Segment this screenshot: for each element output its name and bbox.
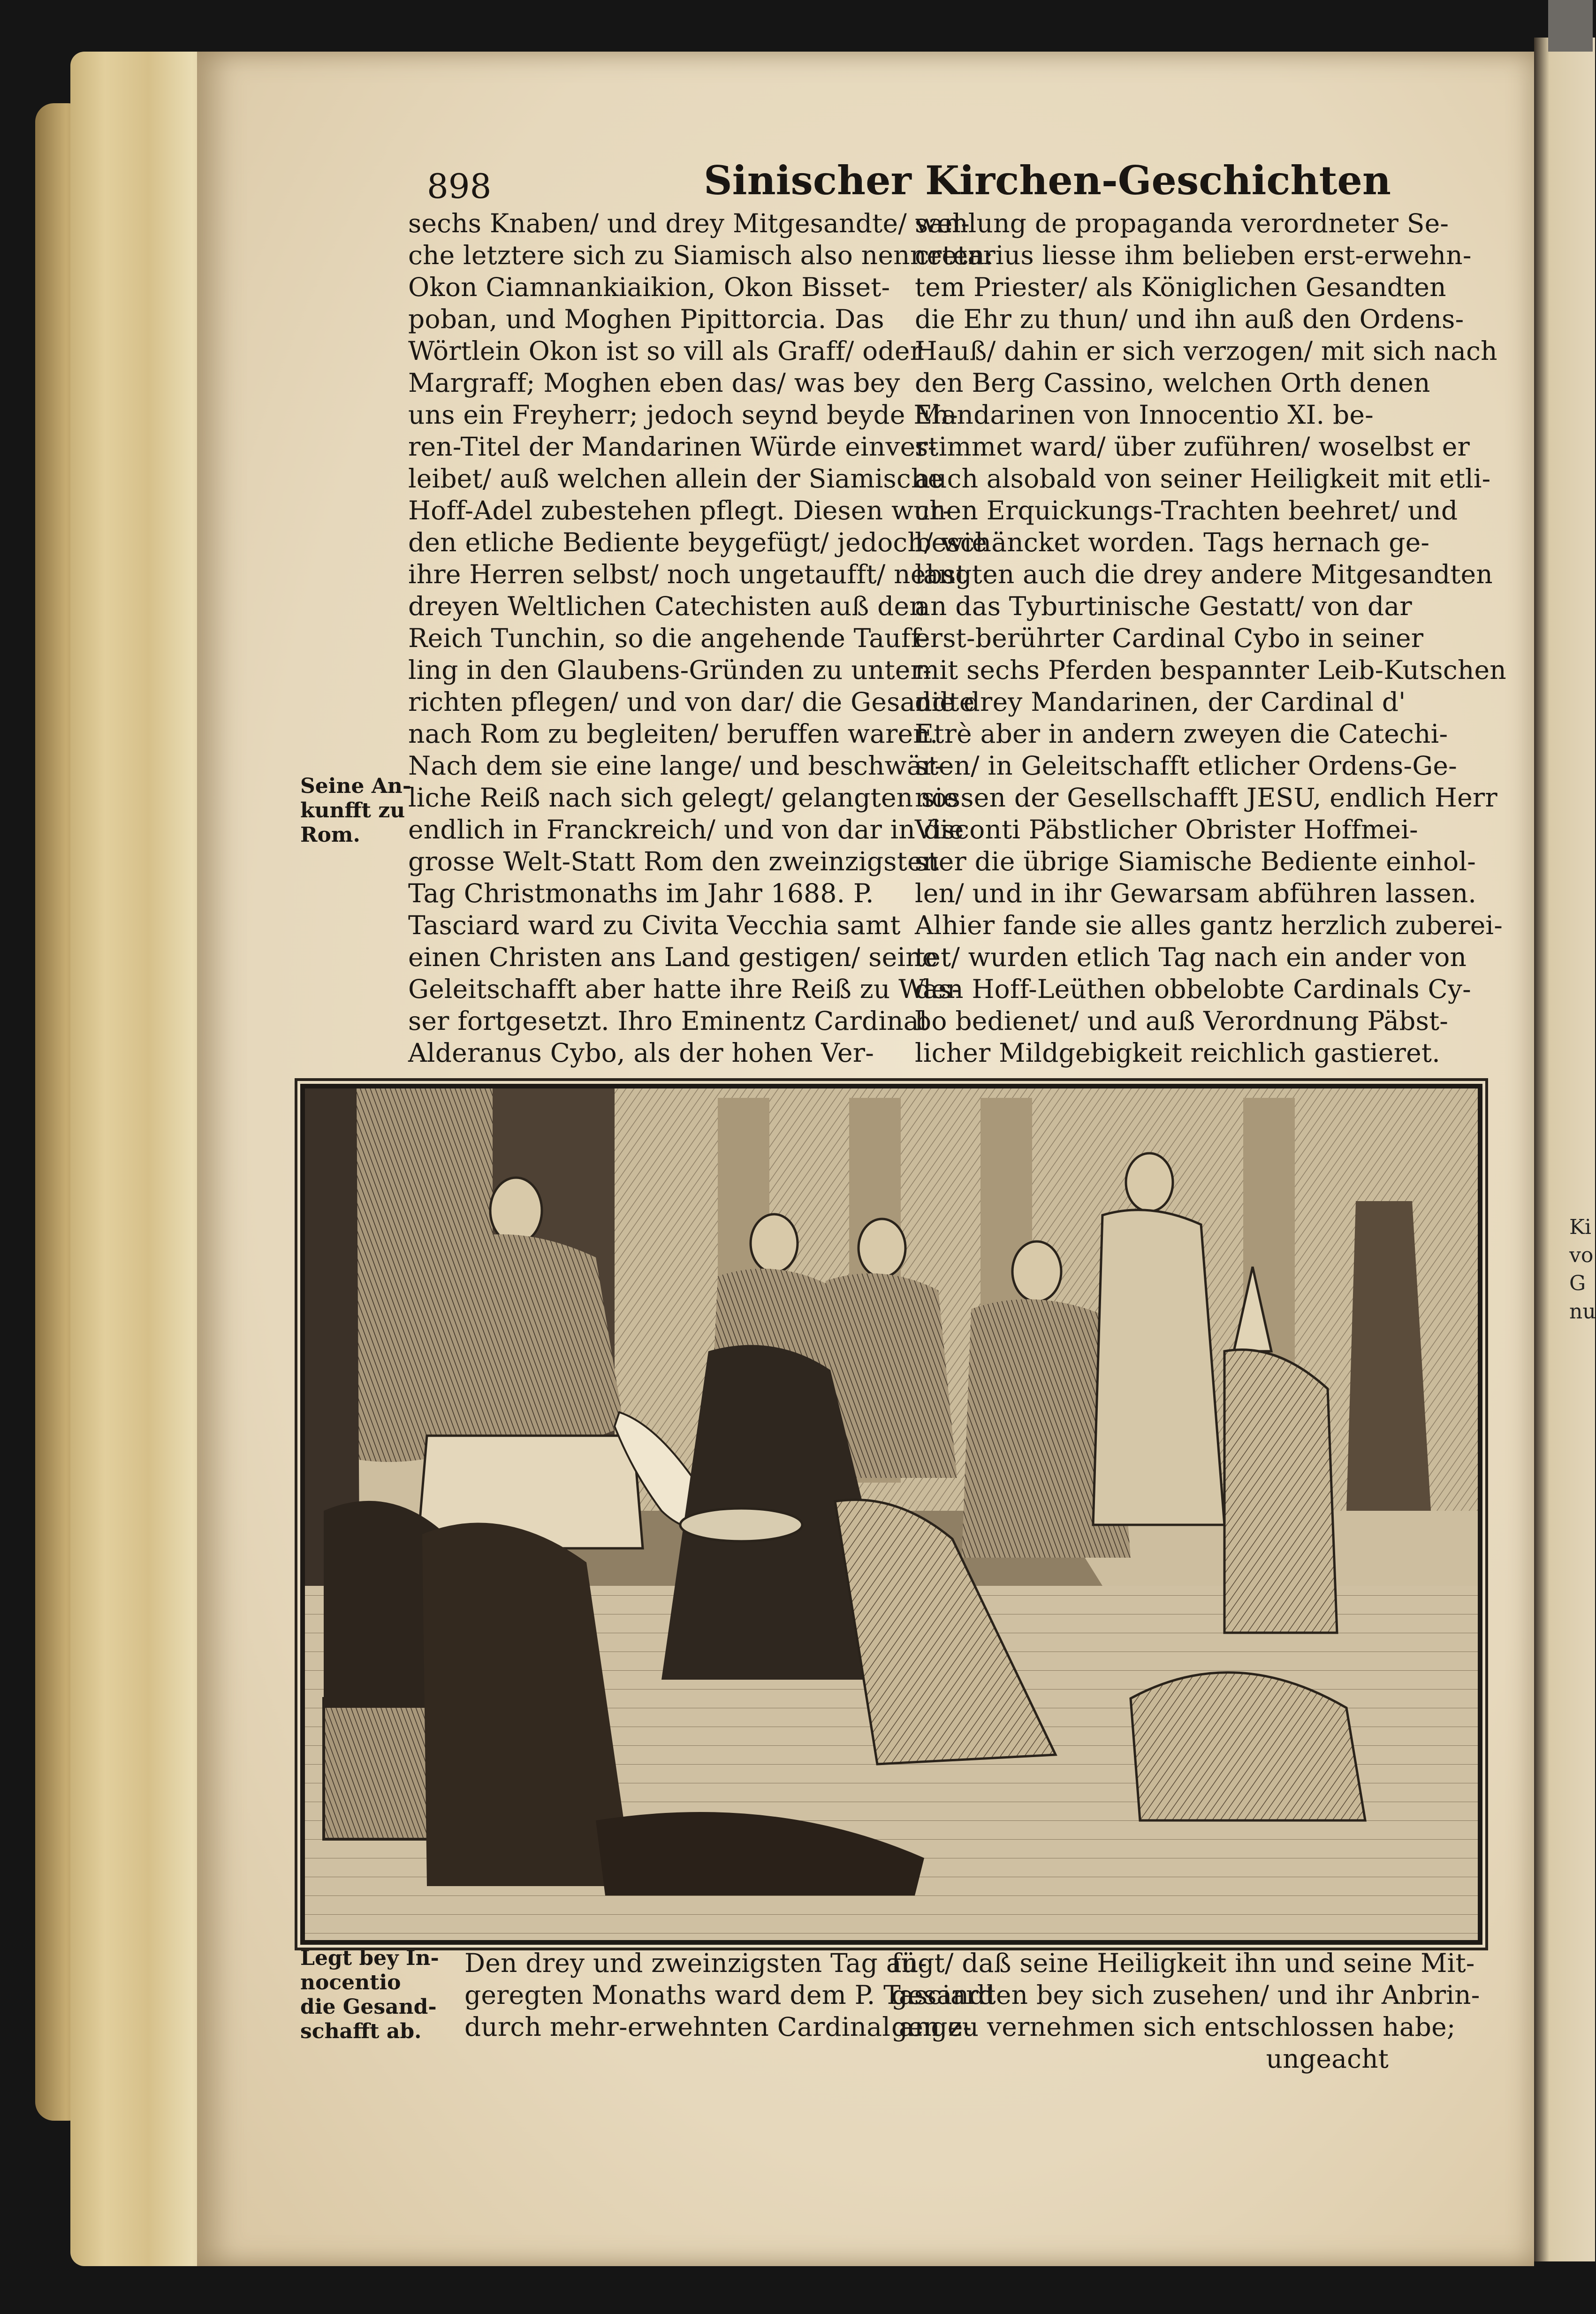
margin-note-arrival <box>300 774 411 847</box>
text-line: geregten Monaths ward dem P. Tasciard <box>464 1980 995 2010</box>
text-line: den Hoff-Leüthen obbelobte Cardinals Cy- <box>915 974 1471 1004</box>
tray <box>680 1508 802 1541</box>
text-line: nocentio <box>300 1971 401 1994</box>
text-line: Tasciard ward zu Civita Vecchia samt <box>408 910 901 940</box>
text-line: Visconti Päbstlicher Obrister Hoffmei- <box>915 814 1418 845</box>
text-line: uns ein Freyherr; jedoch seynd beyde Eh- <box>408 400 958 430</box>
text-line: auch alsobald von seiner Heiligkeit mit etli- <box>915 464 1491 494</box>
text-line: den etliche Bediente beygefügt/ jedoch/ wie <box>408 527 988 557</box>
text-line: die Gesand- <box>300 1995 437 2019</box>
text-line: den Berg Cassino, welchen Orth denen <box>915 368 1430 398</box>
cardinal-head <box>751 1214 798 1272</box>
text-line: ihre Herren selbst/ noch ungetaufft/ nebst <box>408 559 966 589</box>
text-line: cretarius liesse ihm belieben erst-erwehn- <box>915 240 1472 270</box>
facing-page-edge <box>1534 38 1595 2261</box>
left-text-column <box>408 207 994 1069</box>
text-line: fügt/ daß seine Heiligkeit ihn und seine Mit- <box>891 1948 1475 1978</box>
text-line: Legt bey In- <box>300 1946 439 1970</box>
facing-page-fragment: Ki <box>1569 1215 1591 1239</box>
cardinal-head <box>1012 1241 1061 1302</box>
text-line: Mandarinen von Innocentio XI. be- <box>915 400 1374 430</box>
text-line: stimmet ward/ über zuführen/ woselbst er <box>915 432 1470 462</box>
text-line: Tag Christmonaths im Jahr 1688. P. <box>408 878 874 908</box>
text-line: Hauß/ dahin er sich verzogen/ mit sich nach <box>915 336 1497 366</box>
facing-page-fragment: vo <box>1569 1243 1594 1267</box>
text-line: einen Christen ans Land gestigen/ seine <box>408 942 938 972</box>
engraving-scene <box>305 1088 1478 1940</box>
text-line: Rom. <box>300 823 360 847</box>
text-line: grosse Welt-Statt Rom den zweinzigsten <box>408 846 940 876</box>
text-line: erst-berührter Cardinal Cybo in seiner <box>915 623 1424 653</box>
text-line: Seine An- <box>300 774 411 798</box>
text-line: ster die übrige Siamische Bediente einhol- <box>915 846 1476 876</box>
text-line: langten auch die drey andere Mitgesandten <box>915 559 1493 589</box>
text-line: an das Tyburtinische Gestatt/ von dar <box>915 591 1412 621</box>
text-line: Margraff; Moghen eben das/ was bey <box>408 368 900 398</box>
text-line: tem Priester/ als Königlichen Gesandten <box>915 272 1446 302</box>
attendant-head <box>1126 1153 1173 1211</box>
text-line: ungeacht <box>1266 2044 1389 2074</box>
scan-corner-tab <box>1548 0 1593 52</box>
bottom-left-text <box>464 1947 995 2043</box>
text-line: mit sechs Pferden bespannter Leib-Kutschen <box>915 655 1506 685</box>
text-line: gesandten bey sich zusehen/ und ihr Anbrin- <box>891 1980 1480 2010</box>
running-head: Sinischer Kirchen-Geschichten <box>704 157 1391 204</box>
right-text-column <box>915 207 1506 1069</box>
text-line: Wörtlein Okon ist so vill als Graff/ oder <box>408 336 923 366</box>
text-line: sten/ in Geleitschafft etlicher Ordens-Ge- <box>915 751 1457 781</box>
text-line: richten pflegen/ und von dar/ die Gesandte <box>408 687 975 717</box>
text-line: Etrè aber in andern zweyen die Catechi- <box>915 719 1448 749</box>
text-line: Geleitschafft aber hatte ihre Reiß zu Was- <box>408 974 961 1004</box>
text-line: len/ und in ihr Gewarsam abführen lassen. <box>915 878 1477 908</box>
text-line: ling in den Glaubens-Gründen zu unter- <box>408 655 932 685</box>
bottom-right-text <box>891 1947 1480 2075</box>
engraving-illustration <box>300 1084 1482 1945</box>
margin-note-audience <box>300 1946 439 2044</box>
text-line: Hoff-Adel zubestehen pflegt. Diesen wur- <box>408 495 952 525</box>
text-line: sechs Knaben/ und drey Mitgesandte/ wel- <box>408 208 970 238</box>
cardinal-head <box>859 1219 905 1277</box>
text-line: nach Rom zu begleiten/ beruffen waren. <box>408 719 938 749</box>
text-line: die drey Mandarinen, der Cardinal d' <box>915 687 1406 717</box>
text-line: Den drey und zweinzigsten Tag an- <box>464 1948 927 1978</box>
text-line: poban, und Moghen Pipittorcia. Das <box>408 304 884 334</box>
facing-page-fragment: G <box>1569 1271 1586 1295</box>
text-line: leibet/ auß welchen allein der Siamische <box>408 464 943 494</box>
text-line: Okon Ciamnankiaikion, Okon Bisset- <box>408 272 890 302</box>
text-line: durch mehr-erwehnten Cardinal ange- <box>464 2012 972 2042</box>
facing-page-fragment: nu <box>1569 1300 1596 1324</box>
text-line: die Ehr zu thun/ und ihn auß den Ordens- <box>915 304 1464 334</box>
text-line: Alhier fande sie alles gantz herzlich zuberei- <box>915 910 1503 940</box>
text-line: ser fortgesetzt. Ihro Eminentz Cardinal <box>408 1006 927 1036</box>
pope-figure <box>436 1234 624 1452</box>
text-line: dreyen Weltlichen Catechisten auß den <box>408 591 926 621</box>
text-line: ren-Titel der Mandarinen Würde einver- <box>408 432 937 462</box>
page-number: 898 <box>427 167 492 206</box>
text-line: samlung de propaganda verordneter Se- <box>915 208 1449 238</box>
text-line: tet/ wurden etlich Tag nach ein ander von <box>915 942 1467 972</box>
pope-head <box>490 1178 542 1243</box>
standing-mandarin <box>1224 1350 1337 1633</box>
text-line: liche Reiß nach sich gelegt/ gelangten sie <box>408 783 958 813</box>
text-line: Nach dem sie eine lange/ und beschwär- <box>408 751 944 781</box>
text-line: gen zu vernehmen sich entschlossen habe; <box>891 2012 1456 2042</box>
text-line: Reich Tunchin, so die angehende Tauff- <box>408 623 928 653</box>
text-line: kunfft zu <box>300 799 405 822</box>
text-line: chen Erquickungs-Trachten beehret/ und <box>915 495 1458 525</box>
text-line: che letztere sich zu Siamisch also nenneten: <box>408 240 994 270</box>
text-line: licher Mildgebigkeit reichlich gastieret. <box>915 1038 1440 1068</box>
text-line: bo bedienet/ und auß Verordnung Päbst- <box>915 1006 1449 1036</box>
text-line: beschäncket worden. Tags hernach ge- <box>915 527 1430 557</box>
text-line: endlich in Franckreich/ und von dar in die <box>408 814 964 845</box>
text-line: nossen der Gesellschafft JESU, endlich Herr <box>915 783 1497 813</box>
text-line: Alderanus Cybo, als der hohen Ver- <box>408 1038 874 1068</box>
text-line: schafft ab. <box>300 2019 422 2043</box>
